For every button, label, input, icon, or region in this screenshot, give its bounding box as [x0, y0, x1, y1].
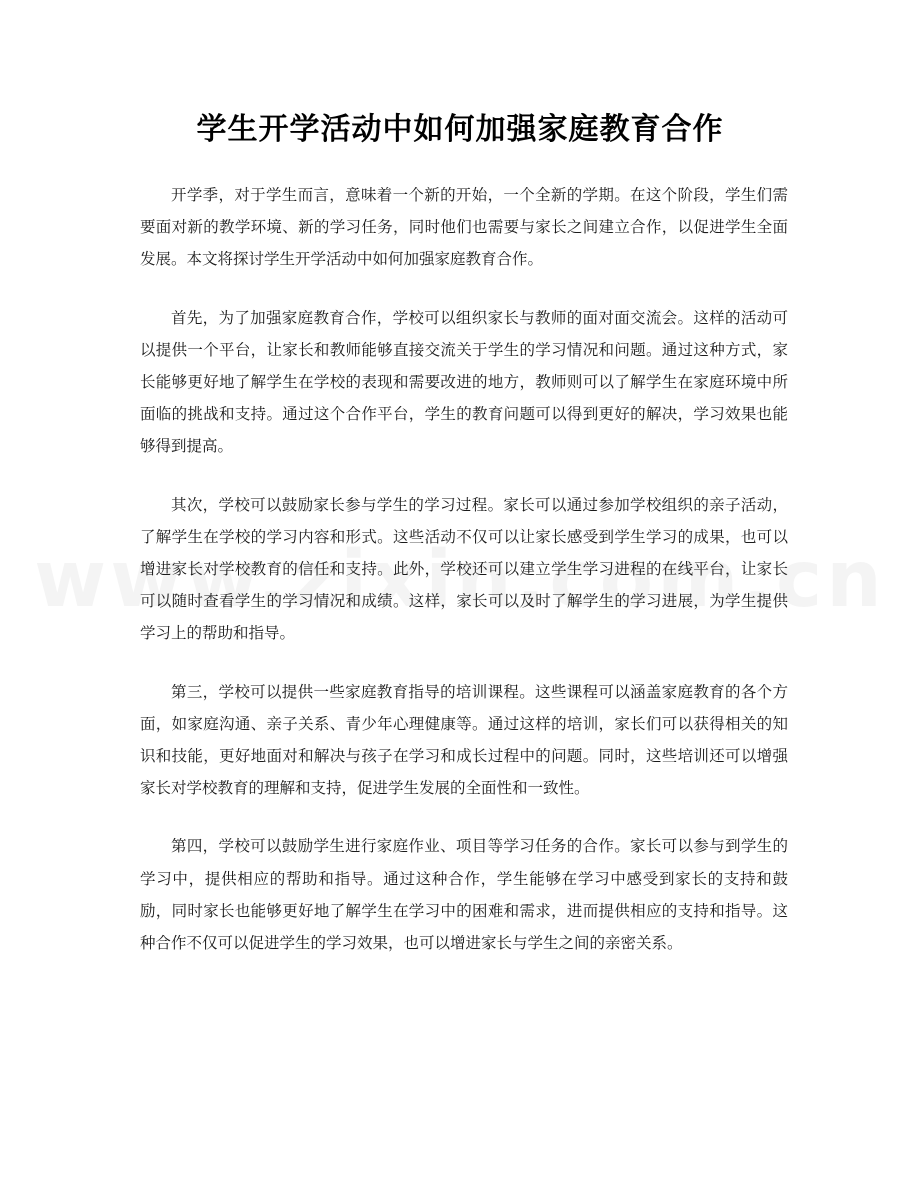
paragraph-third: 第三，学校可以提供一些家庭教育指导的培训课程。这些课程可以涵盖家庭教育的各个方面，如家庭沟通、亲子关系、青少年心理健康等。通过这样的培训，家长们可以获得相关的知识和技能，更好地面对和解决与孩子在学习和成长过程中的问题。同时，这些培训还可以增强家长对学校教育的理解和支持，促进学生发展的全面性和一致性。: [140, 682, 788, 798]
paragraph-fourth: 第四，学校可以鼓励学生进行家庭作业、项目等学习任务的合作。家长可以参与到学生的学习中，提供相应的帮助和指导。通过这种合作，学生能够在学习中感受到家长的支持和鼓励，同时家长也能够更好地了解学生在学习中的困难和需求，进而提供相应的支持和指导。这种合作不仅可以促进学生的学习效果，也可以增进家长与学生之间的亲密关系。: [140, 837, 788, 953]
paragraph-intro: 开学季，对于学生而言，意味着一个新的开始，一个全新的学期。在这个阶段，学生们需要面对新的教学环境、新的学习任务，同时他们也需要与家长之间建立合作，以促进学生全面发展。本文将探讨学生开学活动中如何加强家庭教育合作。: [140, 186, 788, 269]
document-title: 学生开学活动中如何加强家庭教育合作: [196, 112, 724, 147]
paragraph-first: 首先，为了加强家庭教育合作，学校可以组织家长与教师的面对面交流会。这样的活动可以提供一个平台，让家长和教师能够直接交流关于学生的学习情况和问题。通过这种方式，家长能够更好地了解学生在学校的表现和需要改进的地方，教师则可以了解学生在家庭环境中所面临的挑战和支持。通过这个合作平台，学生的教育问题可以得到更好的解决，学习效果也能够得到提高。: [140, 308, 788, 456]
document-body: [140, 179, 788, 985]
paragraph-second: 其次，学校可以鼓励家长参与学生的学习过程。家长可以通过参加学校组织的亲子活动，了解学生在学校的学习内容和形式。这些活动不仅可以让家长感受到学生学习的成果，也可以增进家长对学校教育的信任和支持。此外，学校还可以建立学生学习进程的在线平台，让家长可以随时查看学生的学习情况和成绩。这样，家长可以及时了解学生的学习进展，为学生提供学习上的帮助和指导。: [140, 495, 788, 643]
